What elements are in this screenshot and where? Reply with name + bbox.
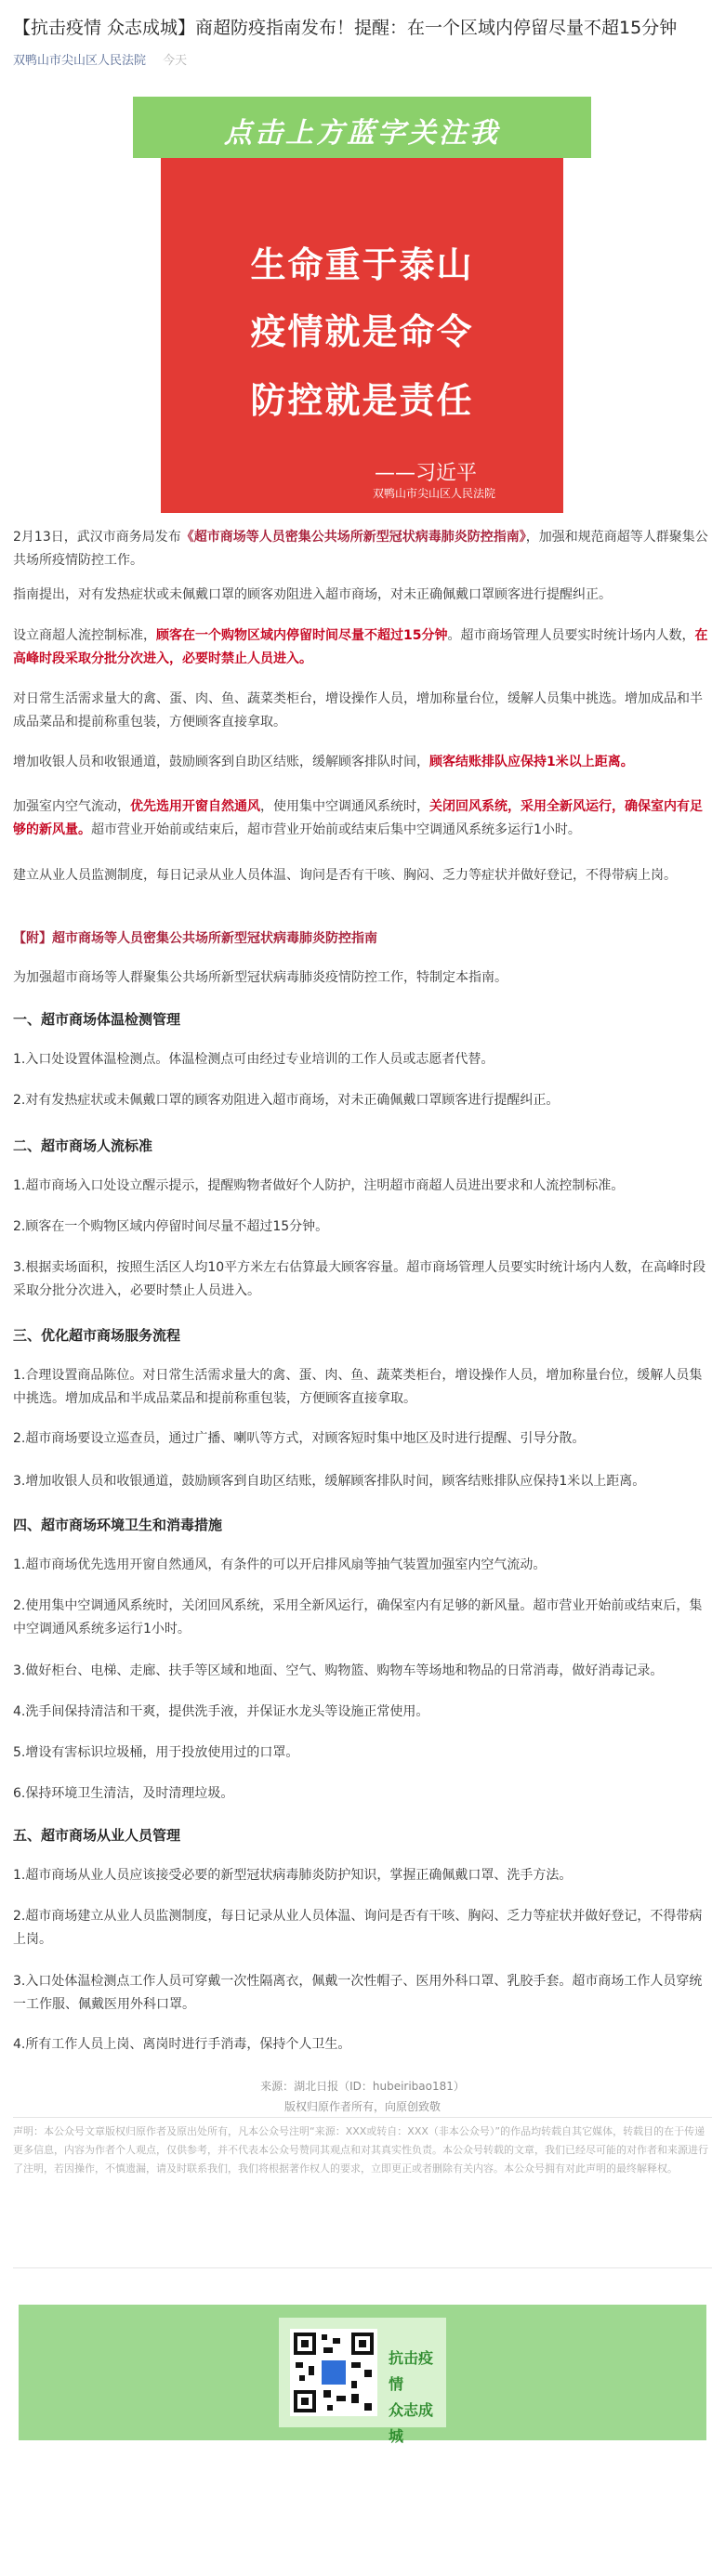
publish-date: 今天	[163, 54, 188, 68]
paragraph-1: 2月13日，武汉市商务局发布《超市商场等人员密集公共场所新型冠状病毒肺炎防控指南》，加强和规范商超等人群聚集公共场所疫情防控工作。	[13, 530, 708, 568]
annex-title: 【附】超市商场等人员密集公共场所新型冠状病毒肺炎防控指南	[13, 931, 377, 946]
paragraph-4: 对日常生活需求量大的禽、蛋、肉、鱼、蔬菜类柜台，增设操作人员，增加称量台位，缓解人员集中挑选。增加成品和半成品菜品和提前称重包装，方便顾客直接拿取。	[13, 691, 703, 729]
section-heading-1: 一、超市商场体温检测管理	[13, 1011, 181, 1028]
section-3-item-2: 2.超市商场要设立巡查员，通过广播、喇叭等方式，对顾客短时集中地区及时进行提醒、引导分散。	[13, 1431, 586, 1446]
section-2-item-1: 1.超市商场入口处设立醒示提示，提醒购物者做好个人防护，注明超市商超人员进出要求和人流控制标准。	[13, 1178, 625, 1193]
section-3-item-1: 1.合理设置商品陈位。对日常生活需求量大的禽、蛋、肉、鱼、蔬菜类柜台，增设操作人员，增加称量台位，缓解人员集中挑选。增加成品和半成品菜品和提前称重包装，方便顾客直接拿取。	[13, 1368, 703, 1406]
article-meta	[13, 50, 187, 68]
section-1-item-1: 1.入口处设置体温检测点。体温检测点可由经过专业培训的工作人员或志愿者代替。	[13, 1052, 494, 1067]
section-2-item-3: 3.根据卖场面积，按照生活区人均10平方米左右估算最大顾客容量。超市商场管理人员要实时统计场内人数，在高峰时段采取分批分次进入，必要时禁止人员进入。	[13, 1260, 706, 1298]
divider-bottom	[13, 2267, 712, 2268]
divider-top	[13, 2117, 712, 2118]
section-4-item-6: 6.保持环境卫生清洁，及时清理垃圾。	[13, 1786, 234, 1801]
copyright-line: 版权归原作者所有，向原创致敬	[283, 2100, 441, 2113]
section-5-item-4: 4.所有工作人员上岗、离岗时进行手消毒，保持个人卫生。	[13, 2037, 351, 2052]
section-1-item-2: 2.对有发热症状或未佩戴口罩的顾客劝阻进入超市商场，对未正确佩戴口罩顾客进行提醒纠正。	[13, 1093, 560, 1108]
section-heading-2: 二、超市商场人流标准	[13, 1137, 153, 1154]
banner-image	[133, 97, 591, 513]
slogan-signature: ——习近平	[375, 462, 478, 485]
paragraph-2: 指南提出，对有发热症状或未佩戴口罩的顾客劝阻进入超市商场，对未正确佩戴口罩顾客进行提醒纠正。	[13, 587, 612, 602]
section-3-item-3: 3.增加收银人员和收银通道，鼓励顾客到自助区结账，缓解顾客排队时间，顾客结账排队应保持1米以上距离。	[13, 1474, 646, 1489]
section-5-item-1: 1.超市商场从业人员应该接受必要的新型冠状病毒肺炎防护知识，掌握正确佩戴口罩、洗手方法。	[13, 1868, 573, 1883]
section-2-item-2: 2.顾客在一个购物区域内停留时间尽量不超过15分钟。	[13, 1219, 329, 1234]
qr-slogan: 抗击疫情 众志成城	[389, 2349, 434, 2445]
section-4-item-5: 5.增设有害标识垃圾桶，用于投放使用过的口罩。	[13, 1745, 299, 1760]
section-4-item-3: 3.做好柜台、电梯、走廊、扶手等区域和地面、空气、购物篮、购物车等场地和物品的日常消毒，做好消毒记录。	[13, 1663, 664, 1678]
annex-intro: 为加强超市商场等人群聚集公共场所新型冠状病毒肺炎疫情防控工作，特制定本指南。	[13, 970, 508, 985]
section-heading-5: 五、超市商场从业人员管理	[13, 1827, 181, 1844]
section-4-item-1: 1.超市商场优先选用开窗自然通风，有条件的可以开启排风扇等抽气装置加强室内空气流动。	[13, 1557, 547, 1572]
slogan-line-1: 生命重于泰山	[250, 244, 474, 285]
banner-watermark: 双鸭山市尖山区人民法院	[373, 487, 496, 500]
section-heading-3: 三、优化超市商场服务流程	[13, 1327, 181, 1344]
qr-card	[19, 2305, 706, 2445]
section-heading-4: 四、超市商场环境卫生和消毒措施	[13, 1517, 223, 1533]
section-5-item-3: 3.入口处体温检测点工作人员可穿戴一次性隔离衣，佩戴一次性帽子、医用外科口罩、乳胶手套。超市商场工作人员穿统一工作服、佩戴医用外科口罩。	[13, 1974, 703, 2012]
paragraph-3: 设立商超人流控制标准，顾客在一个购物区域内停留时间尽量不超过15分钟。超市商场管理人员要实时统计场内人数，在高峰时段采取分批分次进入，必要时禁止人员进入。	[13, 628, 708, 666]
paragraph-6: 加强室内空气流动，优先选用开窗自然通风，使用集中空调通风系统时，关闭回风系统，采用全新风运行，确保室内有足够的新风量。超市营业开始前或结束后，超市营业开始前或结束后集中空调通风系统多运行1小时。	[13, 799, 703, 837]
article-title: 【抗击疫情 众志成城】商超防疫指南发布！提醒：在一个区域内停留尽量不超15分钟	[13, 18, 678, 38]
section-5-item-2: 2.超市商场建立从业人员监测制度，每日记录从业人员体温、询问是否有干咳、胸闷、乏力等症状并做好登记，不得带病上岗。	[13, 1909, 703, 1947]
qr-code-icon[interactable]	[290, 2329, 377, 2416]
paragraph-5: 增加收银人员和收银通道，鼓励顾客到自助区结账，缓解顾客排队时间，顾客结账排队应保持1米以上距离。	[13, 755, 634, 769]
qr-card-inner	[279, 2318, 446, 2445]
section-4-item-4: 4.洗手间保持清洁和干爽，提供洗手液，并保证水龙头等设施正常使用。	[13, 1704, 429, 1719]
follow-prompt[interactable]: 点击上方蓝字关注我	[224, 117, 500, 150]
source-line: 来源：湖北日报（ID：hubeiribao181）	[260, 2080, 465, 2093]
paragraph-7: 建立从业人员监测制度，每日记录从业人员体温、询问是否有干咳、胸闷、乏力等症状并做好登记，不得带病上岗。	[13, 868, 677, 883]
section-4-item-2: 2.使用集中空调通风系统时，关闭回风系统，采用全新风运行，确保室内有足够的新风量。超市营业开始前或结束后，集中空调通风系统多运行1小时。	[13, 1598, 703, 1636]
slogan-line-2: 疫情就是命令	[250, 311, 474, 352]
disclaimer-text: 声明：本公众号文章版权归原作者及原出处所有，凡本公众号注明“来源：XXX或转自：XXX（非本公众号）”的作品均转载自其它媒体，转载目的在于传递更多信息，内容为作者个人观点，仅供参考，并不代表本公众号赞同其观点和对其真实性负责。本公众号转载的文章，我们已经尽可能的对作者和来源进行了注明，若因操作，不慎遗漏，请及时联系我们，我们将根据著作权人的要求，立即更正或者删除有关内容。本公众号拥有对此声明的最终解释权。	[13, 2125, 708, 2175]
author-link[interactable]: 双鸭山市尖山区人民法院	[13, 54, 147, 68]
slogan-line-3: 防控就是责任	[250, 380, 474, 421]
